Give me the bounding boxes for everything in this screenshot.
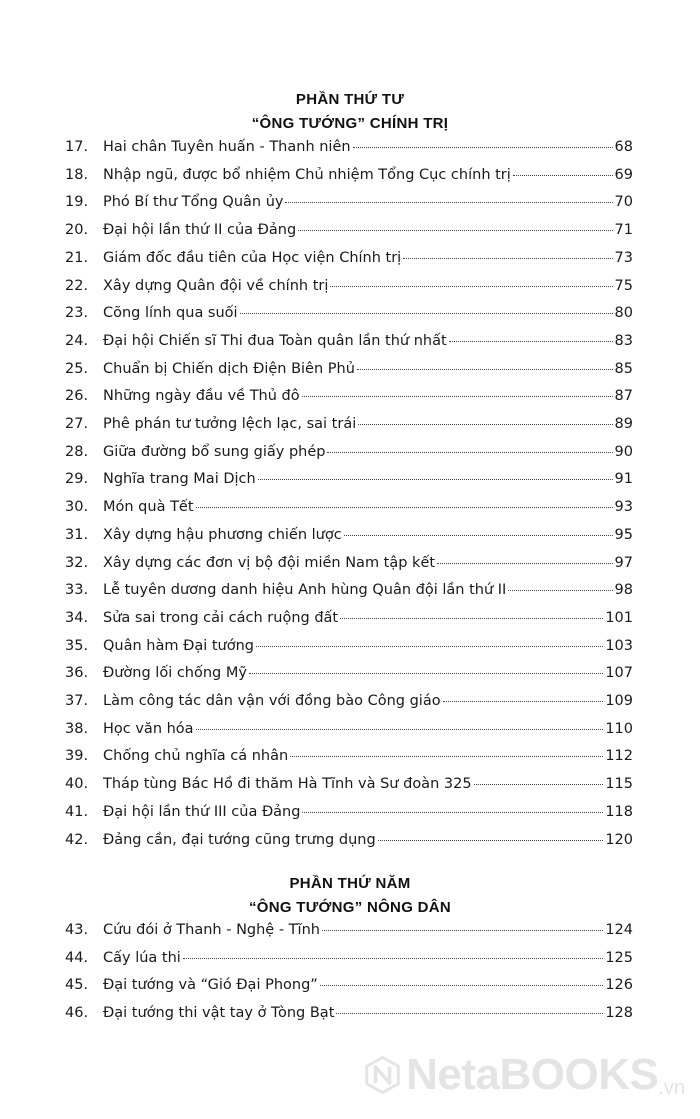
toc-entry-title: Đảng cần, đại tướng cũng trưng dụng: [103, 831, 376, 848]
toc-entry-number: 20.: [65, 222, 89, 239]
dot-leader: [258, 479, 613, 480]
toc-entry-number: 33.: [65, 582, 89, 599]
dot-leader: [285, 202, 612, 203]
toc-entry-title: Lễ tuyên dương danh hiệu Anh hùng Quân đội lần thứ II: [103, 582, 507, 599]
toc-entry: [65, 638, 633, 666]
toc-entry: [65, 139, 633, 167]
toc-entry-number: 19.: [65, 194, 89, 211]
toc-entry-page: 73: [614, 249, 633, 266]
toc-entry-page: 70: [614, 194, 633, 211]
dot-leader: [249, 673, 603, 674]
toc-entry-number: 30.: [65, 499, 89, 516]
dot-leader: [358, 424, 612, 425]
part4-heading-line1: PHẦN THỨ TƯ: [295, 91, 405, 108]
dot-leader: [256, 646, 603, 647]
dot-leader: [344, 535, 613, 536]
toc-entry-title: Nhập ngũ, được bổ nhiệm Chủ nhiệm Tổng Cục chính trị: [103, 166, 511, 183]
toc-entry: [65, 804, 633, 832]
toc-entry-title: Giữa đường bổ sung giấy phép: [103, 443, 326, 460]
dot-leader: [437, 563, 612, 564]
toc-entry-title: Xây dựng hậu phương chiến lược: [103, 526, 342, 543]
dot-leader: [196, 729, 604, 730]
toc-entry-number: 43.: [65, 922, 89, 938]
toc-entry-title: Xây dựng Quân đội về chính trị: [103, 277, 329, 294]
dot-leader: [330, 286, 612, 287]
toc-entry-title: Đại hội lần thứ III của Đảng: [103, 803, 301, 820]
toc-entry-number: 44.: [65, 949, 89, 966]
toc-entry-page: 85: [614, 360, 633, 377]
toc-entry-number: 40.: [65, 776, 89, 793]
toc-entry-number: 35.: [65, 637, 89, 654]
toc-entry-number: 23.: [65, 305, 89, 322]
toc-entry-number: 37.: [65, 693, 89, 709]
toc-entry: [65, 950, 633, 978]
toc-entry-title: Chuẩn bị Chiến dịch Điện Biên Phủ: [103, 360, 355, 377]
toc-entry-number: 32.: [65, 554, 89, 571]
dot-leader: [322, 930, 603, 931]
toc-entry: [65, 1005, 633, 1033]
toc-entry-number: 26.: [65, 388, 89, 405]
toc-entry: [65, 388, 633, 416]
toc-entry-page: 125: [605, 949, 633, 966]
dot-leader: [240, 313, 613, 314]
toc-entry: [65, 922, 633, 950]
toc-entry: [65, 582, 633, 610]
toc-entry-page: 87: [614, 388, 633, 405]
toc-entry-page: 101: [605, 609, 633, 626]
toc-entry-page: 124: [605, 922, 633, 938]
toc-entry-page: 71: [614, 222, 633, 239]
toc-entry-title: Đường lối chống Mỹ: [103, 665, 247, 682]
toc-entry-number: 46.: [65, 1005, 89, 1022]
toc-entry-title: Cứu đói ở Thanh - Nghệ - Tĩnh: [103, 922, 320, 938]
dot-leader: [196, 507, 613, 508]
toc-entry-page: 110: [605, 720, 633, 737]
toc-entry: [65, 527, 633, 555]
toc-entry-page: 128: [605, 1005, 633, 1022]
toc-entry-page: 98: [614, 582, 633, 599]
toc-entry-title: Làm công tác dân vận với đồng bào Công giáo: [103, 693, 441, 709]
toc-entry-page: 91: [614, 471, 633, 488]
toc-entry-number: 34.: [65, 609, 89, 626]
toc-entry-title: Phó Bí thư Tổng Quân ủy: [103, 194, 284, 211]
dot-leader: [340, 618, 603, 619]
toc-entry-page: 120: [605, 831, 633, 848]
toc-entry-title: Món quà Tết: [103, 499, 194, 516]
toc-entry-page: 83: [614, 332, 633, 349]
toc-entry-title: Đại hội lần thứ II của Đảng: [103, 222, 297, 239]
dot-leader: [443, 701, 604, 702]
toc-entry: [65, 278, 633, 306]
toc-entry-page: 75: [614, 277, 633, 294]
toc-entry-number: 41.: [65, 803, 89, 820]
toc-entry-page: 126: [605, 977, 633, 994]
toc-entry: [65, 555, 633, 583]
netabooks-logo-icon: [365, 1043, 400, 1107]
dot-leader: [183, 958, 603, 959]
toc-entry-title: Cõng lính qua suối: [103, 305, 238, 322]
toc-entry: [65, 222, 633, 250]
toc-entry-page: 118: [605, 803, 633, 820]
toc-entry-page: 115: [605, 776, 633, 793]
toc-entry-title: Sửa sai trong cải cách ruộng đất: [103, 609, 339, 626]
toc-entry-number: 38.: [65, 720, 89, 737]
part4-heading-line2: “ÔNG TƯỚNG” CHÍNH TRỊ: [251, 115, 449, 132]
toc-entry-title: Chống chủ nghĩa cá nhân: [103, 748, 289, 765]
toc-entry-number: 22.: [65, 277, 89, 294]
toc-entry-title: Hai chân Tuyên huấn - Thanh niên: [103, 139, 351, 155]
toc-entry-number: 39.: [65, 748, 89, 765]
dot-leader: [474, 784, 604, 785]
toc-entry-page: 112: [605, 748, 633, 765]
toc-entry-page: 69: [614, 166, 633, 183]
toc-entry-number: 21.: [65, 249, 89, 266]
toc-entry-number: 28.: [65, 443, 89, 460]
toc-entry-number: 25.: [65, 360, 89, 377]
toc-entry-page: 103: [605, 637, 633, 654]
dot-leader: [320, 985, 604, 986]
toc-entry-title: Học văn hóa: [103, 720, 194, 737]
toc-entry: [65, 471, 633, 499]
toc-entry-number: 18.: [65, 166, 89, 183]
dot-leader: [290, 756, 603, 757]
toc-entry: [65, 665, 633, 693]
toc-entry-page: 89: [614, 416, 633, 432]
toc-entry-title: Giám đốc đầu tiên của Học viện Chính trị: [103, 249, 402, 266]
toc-entry-number: 27.: [65, 416, 89, 432]
toc-entry: [65, 305, 633, 333]
toc-entry-number: 45.: [65, 977, 89, 994]
toc-entry-page: 107: [605, 665, 633, 682]
toc-entry-title: Đại hội Chiến sĩ Thi đua Toàn quân lần thứ nhất: [103, 332, 447, 349]
netabooks-watermark: [365, 1042, 685, 1108]
dot-leader: [298, 230, 612, 231]
toc-entry: [65, 416, 633, 444]
dot-leader: [403, 258, 612, 259]
toc-entry: [65, 610, 633, 638]
toc-entry-page: 109: [605, 693, 633, 709]
toc-entry-page: 68: [614, 139, 633, 155]
toc-entry: [65, 748, 633, 776]
toc-entry-title: Tháp tùng Bác Hồ đi thăm Hà Tĩnh và Sư đoàn 325: [103, 776, 472, 793]
dot-leader: [513, 175, 613, 176]
dot-leader: [336, 1013, 603, 1014]
toc-entry: [65, 444, 633, 472]
toc-entry: [65, 776, 633, 804]
toc-entry: [65, 194, 633, 222]
toc-entry-number: 36.: [65, 665, 89, 682]
toc-entry-number: 24.: [65, 332, 89, 349]
toc-entry: [65, 361, 633, 389]
dot-leader: [449, 341, 613, 342]
toc-entry-number: 29.: [65, 471, 89, 488]
toc-entry-title: Đại tướng và “Gió Đại Phong”: [103, 977, 318, 994]
toc-entry-title: Nghĩa trang Mai Dịch: [103, 471, 256, 488]
dot-leader: [327, 452, 612, 453]
toc-entry-page: 97: [614, 554, 633, 571]
toc-entry-title: Cấy lúa thi: [103, 949, 181, 966]
dot-leader: [508, 590, 612, 591]
watermark-suffix: .vn: [658, 1077, 685, 1099]
toc-entry: [65, 832, 633, 860]
toc-entry-page: 90: [614, 443, 633, 460]
watermark-brand: NetaBOOKS: [406, 1050, 659, 1099]
toc-entry-title: Những ngày đầu về Thủ đô: [103, 388, 300, 405]
toc-entry: [65, 499, 633, 527]
toc-entry-title: Quân hàm Đại tướng: [103, 637, 254, 654]
dot-leader: [302, 812, 603, 813]
toc-entry-page: 80: [614, 305, 633, 322]
dot-leader: [353, 147, 613, 148]
toc-entry-number: 31.: [65, 526, 89, 543]
toc-entry: [65, 721, 633, 749]
toc-entry-title: Phê phán tư tưởng lệch lạc, sai trái: [103, 416, 357, 432]
toc-entry: [65, 977, 633, 1005]
toc-entry: [65, 250, 633, 278]
toc-entry: [65, 333, 633, 361]
dot-leader: [357, 369, 613, 370]
toc-entry-page: 95: [614, 526, 633, 543]
toc-entry: [65, 693, 633, 721]
toc-entry-title: Xây dựng các đơn vị bộ đội miền Nam tập kết: [103, 554, 436, 571]
toc-entry-number: 42.: [65, 831, 89, 848]
toc-entry-title: Đại tướng thi vật tay ở Tòng Bạt: [103, 1005, 335, 1022]
part5-heading-line1: PHẦN THỨ NĂM: [289, 875, 411, 892]
dot-leader: [378, 840, 604, 841]
toc-entry-number: 17.: [65, 139, 89, 155]
dot-leader: [302, 396, 613, 397]
toc-entry-page: 93: [614, 499, 633, 516]
part5-heading-line2: “ÔNG TƯỚNG” NÔNG DÂN: [248, 899, 452, 916]
toc-entry: [65, 167, 633, 195]
